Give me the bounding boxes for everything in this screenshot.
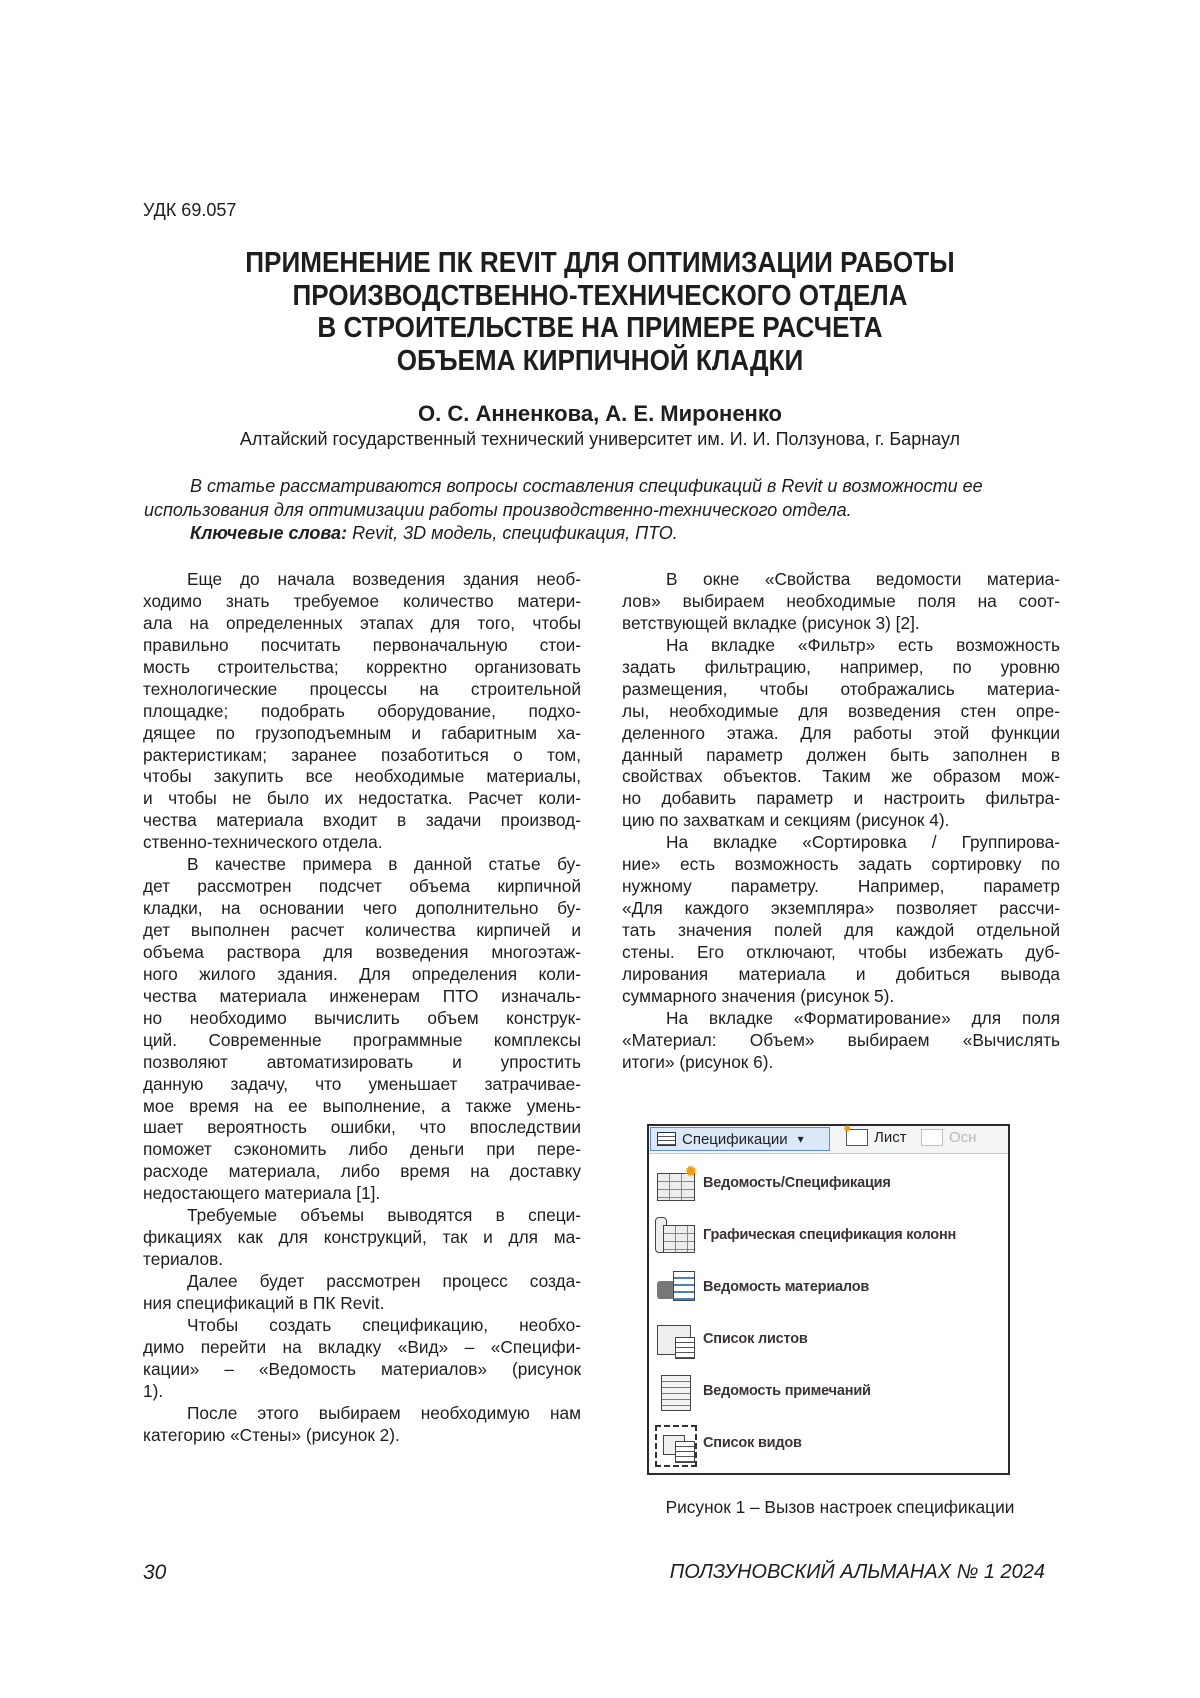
text-line: На вкладке «Сортировка / Группирова- — [622, 832, 1060, 854]
schedules-dropdown-button[interactable] — [650, 1127, 830, 1151]
journal-name: ПОЛЗУНОВСКИЙ АЛЬМАНАХ № 1 2024 — [670, 1561, 1045, 1584]
text-line: поможет сэкономить либо деньги при пере- — [143, 1139, 581, 1161]
menu-item-label: Список листов — [703, 1331, 808, 1347]
text-line: После этого выбираем необходимую нам — [143, 1403, 581, 1425]
text-line: технологические процессы на строительной — [143, 679, 581, 701]
text-line: стены. Его отключают, чтобы избежать дуб- — [622, 942, 1060, 964]
titleblock-label: Осн — [949, 1129, 976, 1146]
text-line: данную задачу, что уменьшает затрачивае- — [143, 1074, 581, 1096]
table-icon — [657, 1132, 676, 1146]
material-takeoff-icon — [653, 1267, 695, 1307]
text-line: свойствах объектов. Таким же образом мож- — [622, 766, 1060, 788]
chevron-down-icon: ▾ — [798, 1132, 804, 1146]
text-line: ния спецификаций в ПК Revit. — [143, 1293, 581, 1315]
affiliation: Алтайский государственный технический университет им. И. И. Ползунова, г. Барнаул — [0, 429, 1200, 450]
menu-item-label: Ведомость материалов — [703, 1279, 869, 1295]
text-line: расходе материала, либо время на доставку — [143, 1161, 581, 1183]
figure-1-screenshot — [647, 1124, 1010, 1475]
text-line: териалов. — [143, 1249, 581, 1271]
text-line: итоги» (рисунок 6). — [622, 1052, 1060, 1074]
new-schedule-icon: ✹ — [653, 1163, 695, 1203]
text-line: На вкладке «Форматирование» для поля — [622, 1008, 1060, 1030]
text-line: дет выполнен расчет количества кирпичей и — [143, 920, 581, 942]
text-line: «Для каждого экземпляра» позволяет рассчи- — [622, 898, 1060, 920]
text-line: суммарного значения (рисунок 5). — [622, 986, 1060, 1008]
menu-item-label: Ведомость/Спецификация — [703, 1175, 891, 1191]
text-line: чества материала инженерам ПТО изначаль- — [143, 986, 581, 1008]
text-line: ций. Современные программные комплексы — [143, 1030, 581, 1052]
keywords: Revit, 3D модель, спецификация, ПТО. — [352, 523, 678, 543]
text-line: объема раствора для возведения многоэтаж- — [143, 942, 581, 964]
text-line: нужному параметру. Например, параметр — [622, 876, 1060, 898]
abstract — [144, 475, 1060, 546]
title-line: ОБЪЕМА КИРПИЧНОЙ КЛАДКИ — [60, 345, 1140, 378]
menu-item-view-list[interactable] — [653, 1420, 802, 1466]
sheet-label: Лист — [874, 1129, 907, 1146]
dropdown-label: Спецификации — [682, 1131, 788, 1148]
text-line: деленного этажа. Для работы этой функции — [622, 723, 1060, 745]
text-line: задать фильтрацию, например, по уровню — [622, 657, 1060, 679]
text-line: кладки, на основании чего дополнительно бу- — [143, 898, 581, 920]
menu-item-sheet-list[interactable] — [653, 1316, 808, 1362]
text-line: Требуемые объемы выводятся в специ- — [143, 1205, 581, 1227]
ribbon-toolbar — [649, 1126, 1008, 1154]
text-line: кации» – «Ведомость материалов» (рисунок — [143, 1359, 581, 1381]
text-line: ходимо знать требуемое количество матери- — [143, 591, 581, 613]
text-line: фикациях как для конструкций, так и для ма- — [143, 1227, 581, 1249]
column-schedule-icon — [653, 1215, 695, 1255]
text-line: Еще до начала возведения здания необ- — [143, 569, 581, 591]
note-block-icon — [653, 1371, 695, 1411]
left-column — [143, 569, 581, 1447]
menu-item-note-block[interactable] — [653, 1368, 871, 1414]
menu-item-label: Ведомость примечаний — [703, 1383, 871, 1399]
text-line: чества материала входит в задачи производ- — [143, 810, 581, 832]
text-line: «Материал: Объем» выбираем «Вычислять — [622, 1030, 1060, 1052]
text-line: чтобы закупить все необходимые материалы, — [143, 766, 581, 788]
text-line: но добавить параметр и настроить фильтра- — [622, 788, 1060, 810]
text-line: димо перейти на вкладку «Вид» – «Специфи- — [143, 1337, 581, 1359]
authors: О. С. Анненкова, А. Е. Мироненко — [0, 401, 1200, 427]
sheet-icon: ✹ — [846, 1129, 868, 1146]
page-number: 30 — [143, 1561, 166, 1585]
text-line: ние» есть возможность задать сортировку по — [622, 854, 1060, 876]
text-line: но необходимо вычислить объем конструк- — [143, 1008, 581, 1030]
menu-item-schedule[interactable] — [653, 1160, 891, 1206]
sheet-list-icon — [653, 1319, 695, 1359]
text-line: Чтобы создать спецификацию, необхо- — [143, 1315, 581, 1337]
menu-item-label: Графическая спецификация колонн — [703, 1227, 956, 1243]
text-line: дящее по грузоподъемным и габаритным ха- — [143, 723, 581, 745]
title-line: В СТРОИТЕЛЬСТВЕ НА ПРИМЕРЕ РАСЧЕТА — [60, 312, 1140, 345]
titleblock-button[interactable] — [921, 1129, 976, 1146]
text-line: ветствующей вкладке (рисунок 3) [2]. — [622, 613, 1060, 635]
text-line: ственно-технического отдела. — [143, 832, 581, 854]
udk-code: УДК 69.057 — [143, 200, 236, 221]
text-line: размещения, чтобы отображались материа- — [622, 679, 1060, 701]
text-line: мость строительства; корректно организовать — [143, 657, 581, 679]
keywords-label: Ключевые слова: — [190, 523, 347, 543]
text-line: цию по захваткам и секциям (рисунок 4). — [622, 810, 1060, 832]
text-line: 1). — [143, 1381, 581, 1403]
figure-caption: Рисунок 1 – Вызов настроек спецификации — [600, 1497, 1080, 1518]
text-line: В качестве примера в данной статье бу- — [143, 854, 581, 876]
abstract-text: В статье рассматриваются вопросы составления спецификаций в Revit и возможности ее использования для оптимизации работы производственно-технического отдела. — [144, 476, 983, 520]
text-line: данный параметр должен быть заполнен в — [622, 745, 1060, 767]
text-line: лирования материала и добиться вывода — [622, 964, 1060, 986]
menu-item-column-schedule[interactable] — [653, 1212, 956, 1258]
text-line: лы, необходимые для возведения стен опре- — [622, 701, 1060, 723]
view-list-icon — [653, 1423, 695, 1463]
text-line: рактеристикам; заранее позаботиться о том, — [143, 745, 581, 767]
text-line: шает вероятность ошибки, что впоследствии — [143, 1117, 581, 1139]
text-line: недостающего материала [1]. — [143, 1183, 581, 1205]
text-line: мое время на ее выполнение, а также умень- — [143, 1096, 581, 1118]
text-line: Далее будет рассмотрен процесс созда- — [143, 1271, 581, 1293]
menu-item-label: Список видов — [703, 1435, 802, 1451]
text-line: площадке; подобрать оборудование, подхо- — [143, 701, 581, 723]
article-title — [0, 247, 1200, 377]
title-line: ПРОИЗВОДСТВЕННО-ТЕХНИЧЕСКОГО ОТДЕЛА — [60, 280, 1140, 313]
text-line: категорию «Стены» (рисунок 2). — [143, 1425, 581, 1447]
text-line: ала на определенных этапах для того, чтобы — [143, 613, 581, 635]
text-line: На вкладке «Фильтр» есть возможность — [622, 635, 1060, 657]
text-line: лов» выбираем необходимые поля на соот- — [622, 591, 1060, 613]
text-line: позволяют автоматизировать и упростить — [143, 1052, 581, 1074]
right-column — [622, 569, 1060, 1074]
text-line: ного жилого здания. Для определения коли- — [143, 964, 581, 986]
title-line: ПРИМЕНЕНИЕ ПК REVIT ДЛЯ ОПТИМИЗАЦИИ РАБОТЫ — [60, 247, 1140, 280]
menu-item-material-takeoff[interactable] — [653, 1264, 869, 1310]
text-line: В окне «Свойства ведомости материа- — [622, 569, 1060, 591]
titleblock-icon — [921, 1129, 943, 1146]
text-line: тать значения полей для каждой отдельной — [622, 920, 1060, 942]
sheet-button[interactable] — [846, 1129, 907, 1146]
text-line: и чтобы не было их недостатка. Расчет коли- — [143, 788, 581, 810]
text-line: правильно посчитать первоначальную стои- — [143, 635, 581, 657]
text-line: дет рассмотрен подсчет объема кирпичной — [143, 876, 581, 898]
